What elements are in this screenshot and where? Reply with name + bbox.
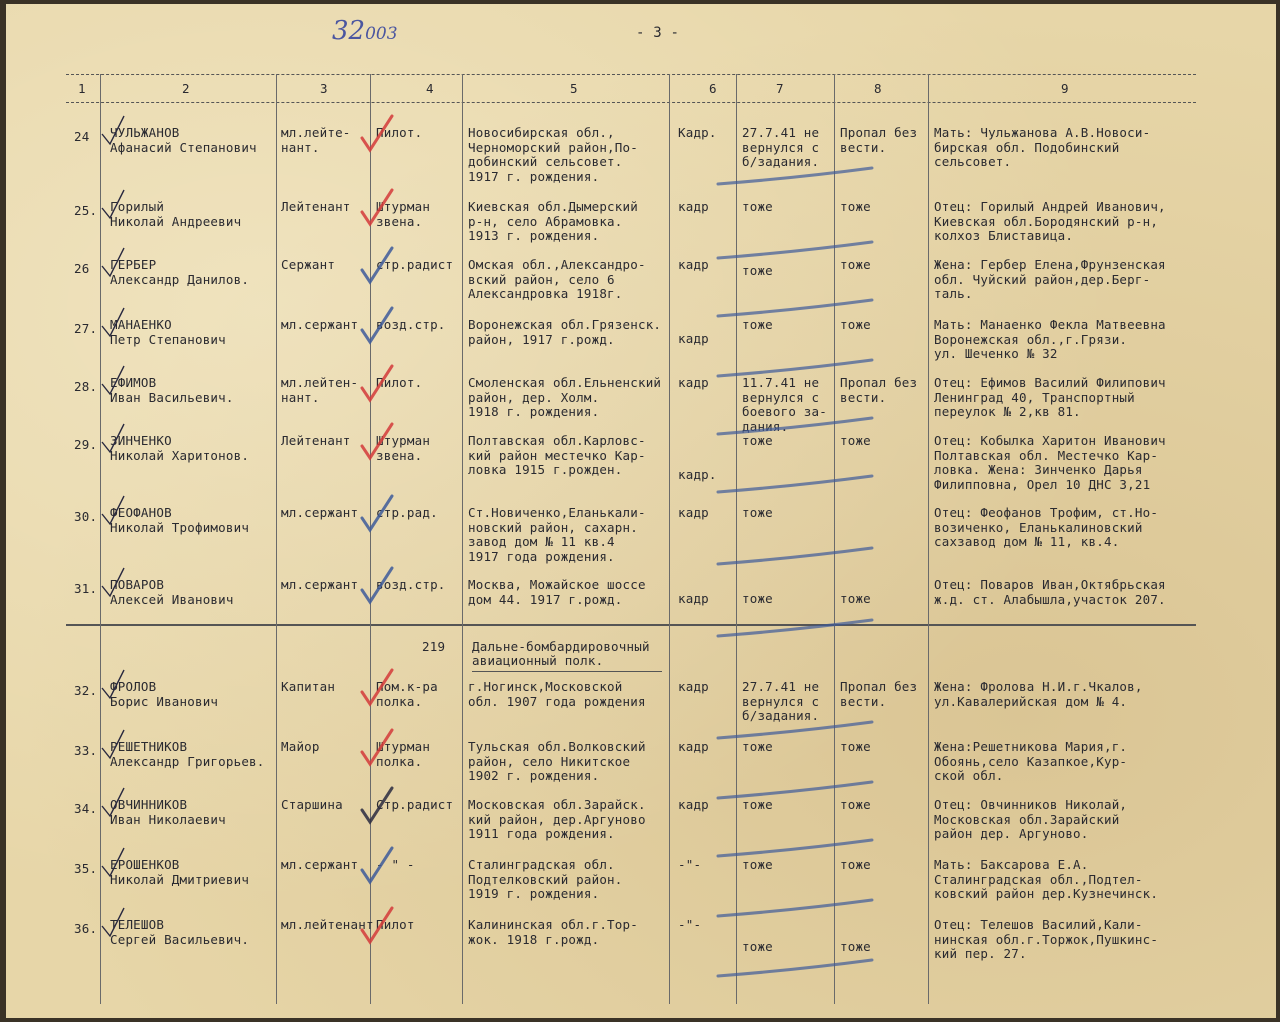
check-mark-icon bbox=[362, 496, 392, 530]
cell-status: тоже bbox=[840, 433, 871, 448]
column-number: 7 bbox=[776, 81, 784, 96]
cell-name: ЕФИМОВ Иван Васильевич. bbox=[110, 375, 234, 405]
cell-rank: Капитан bbox=[281, 679, 336, 694]
cell-kin: Жена: Гербер Елена,Фрунзенская обл. Чуйский район,дер.Берг- таль. bbox=[934, 257, 1166, 301]
cell-rank: мл.сержант bbox=[281, 505, 359, 520]
cell-date: 27.7.41 не вернулся с б/задания. bbox=[742, 125, 820, 169]
cell-date: тоже bbox=[742, 857, 773, 872]
check-mark-icon bbox=[102, 116, 124, 144]
cell-date: тоже bbox=[742, 505, 773, 520]
cell-kadr: кадр bbox=[678, 331, 709, 346]
cell-post: Пом.к-ра полка. bbox=[376, 679, 438, 709]
cell-rank: Лейтенант bbox=[281, 433, 351, 448]
cell-date: тоже bbox=[742, 797, 773, 812]
cell-date: тоже bbox=[742, 939, 773, 954]
cell-origin: Калининская обл.г.Тор- жок. 1918 г.рожд. bbox=[468, 917, 638, 947]
column-number: 6 bbox=[709, 81, 717, 96]
cell-date: тоже bbox=[742, 591, 773, 606]
cell-name: ОВЧИННИКОВ Иван Николаевич bbox=[110, 797, 226, 827]
check-mark-icon bbox=[362, 908, 392, 942]
section-title-line2: авиационный полк. bbox=[472, 654, 662, 672]
check-mark-icon bbox=[362, 730, 392, 764]
strike-line bbox=[718, 620, 872, 636]
strike-line bbox=[718, 300, 872, 316]
cell-kin: Отец: Кобылка Харитон Иванович Полтавская обл. Местечко Кар- ловка. Жена: Зинченко Дарья Филипповна, Орел 10 ДНС 3,21 bbox=[934, 433, 1166, 492]
cell-status: тоже bbox=[840, 739, 871, 754]
strike-line bbox=[718, 476, 872, 492]
cell-status: тоже bbox=[840, 199, 871, 214]
cell-kin: Отец: Горилый Андрей Иванович, Киевская обл.Бородянский р-н, колхоз Блиставица. bbox=[934, 199, 1166, 243]
cell-post: стр.радист bbox=[376, 257, 454, 272]
cell-status: Пропал без вести. bbox=[840, 679, 918, 709]
section-unit-number: 219 bbox=[422, 639, 446, 654]
cell-name: РЕШЕТНИКОВ Александр Григорьев. bbox=[110, 739, 265, 769]
cell-kin: Мать: Манаенко Фекла Матвеевна Воронежская обл.,г.Грязи. ул. Шеченко № 32 bbox=[934, 317, 1166, 361]
cell-status: тоже bbox=[840, 591, 871, 606]
strike-line bbox=[718, 722, 872, 738]
cell-kadr: кадр bbox=[678, 739, 709, 754]
column-number: 5 bbox=[570, 81, 578, 96]
cell-date: тоже bbox=[742, 433, 773, 448]
strike-line bbox=[718, 840, 872, 856]
check-mark-icon bbox=[362, 308, 392, 342]
cell-post: возд.стр. bbox=[376, 317, 446, 332]
cell-no: 29. bbox=[74, 437, 98, 452]
check-mark-icon bbox=[362, 670, 392, 704]
cell-kadr: Кадр. bbox=[678, 125, 717, 140]
cell-status: тоже bbox=[840, 857, 871, 872]
cell-no: 24 bbox=[74, 129, 90, 144]
check-mark-icon bbox=[362, 424, 392, 458]
check-mark-icon bbox=[102, 366, 124, 394]
check-mark-icon bbox=[362, 366, 392, 400]
cell-name: МАНАЕНКО Петр Степанович bbox=[110, 317, 226, 347]
cell-post: стр.рад. bbox=[376, 505, 438, 520]
check-mark-icon bbox=[362, 568, 392, 602]
cell-origin: Воронежская обл.Грязенск. район, 1917 г.рожд. bbox=[468, 317, 662, 347]
cell-kadr: кадр bbox=[678, 679, 709, 694]
cell-kadr: кадр bbox=[678, 591, 709, 606]
cell-rank: мл.сержант bbox=[281, 317, 359, 332]
strike-line bbox=[718, 242, 872, 258]
cell-kadr: кадр bbox=[678, 375, 709, 390]
cell-name: ФРОЛОВ Борис Иванович bbox=[110, 679, 219, 709]
cell-name: Горилый Николай Андреевич bbox=[110, 199, 242, 229]
check-mark-icon bbox=[102, 568, 124, 596]
cell-no: 30. bbox=[74, 509, 98, 524]
cell-rank: Лейтенант bbox=[281, 199, 351, 214]
cell-kin: Отец: Овчинников Николай, Московская обл.Зарайский район дер. Аргуново. bbox=[934, 797, 1128, 841]
archive-stamp: 32003 bbox=[332, 16, 398, 46]
cell-name: ЕРОШЕНКОВ Николай Дмитриевич bbox=[110, 857, 250, 887]
check-mark-icon bbox=[102, 424, 124, 452]
check-mark-icon bbox=[102, 190, 124, 218]
check-mark-icon bbox=[362, 848, 392, 882]
pencil-marks bbox=[6, 4, 1276, 1018]
check-mark-icon bbox=[102, 788, 124, 816]
cell-kadr: -"- bbox=[678, 857, 702, 872]
cell-date: 11.7.41 не вернулся с боевого за- дания. bbox=[742, 375, 827, 434]
cell-post: Стр.радист bbox=[376, 797, 454, 812]
strike-line bbox=[718, 418, 872, 434]
check-mark-icon bbox=[102, 908, 124, 936]
cell-origin: Московская обл.Зарайск. кий район, дер.Аргуново 1911 года рождения. bbox=[468, 797, 646, 841]
cell-origin: Новосибирская обл., Черноморский район,По- добинский сельсовет. 1917 г. рождения. bbox=[468, 125, 638, 184]
cell-date: тоже bbox=[742, 317, 773, 332]
cell-kadr: -"- bbox=[678, 917, 702, 932]
cell-post: Пилот. bbox=[376, 375, 423, 390]
cell-kadr: кадр bbox=[678, 199, 709, 214]
strike-line bbox=[718, 900, 872, 916]
cell-kadr: кадр bbox=[678, 505, 709, 520]
column-number: 1 bbox=[78, 81, 86, 96]
cell-kin: Отец: Ефимов Василий Филипович Ленинград 40, Транспортный переулок № 2,кв 81. bbox=[934, 375, 1166, 419]
cell-date: тоже bbox=[742, 739, 773, 754]
cell-origin: Полтавская обл.Карловс- кий район местечко Кар- ловка 1915 г.рожден. bbox=[468, 433, 646, 477]
cell-status: тоже bbox=[840, 317, 871, 332]
cell-no: 26 bbox=[74, 261, 90, 276]
cell-origin: Киевская обл.Дымерский р-н, село Абрамовка. 1913 г. рождения. bbox=[468, 199, 638, 243]
cell-kin: Мать: Чульжанова А.В.Новоси- бирская обл. Подобинский сельсовет. bbox=[934, 125, 1151, 169]
check-mark-icon bbox=[362, 190, 392, 224]
cell-post: Пилот. bbox=[376, 125, 423, 140]
check-mark-icon bbox=[102, 848, 124, 876]
cell-no: 27. bbox=[74, 321, 98, 336]
document-page bbox=[6, 4, 1276, 1018]
cell-kin: Жена:Решетникова Мария,г. Обоянь,село Казапкое,Кур- ской обл. bbox=[934, 739, 1128, 783]
cell-status: Пропал без вести. bbox=[840, 125, 918, 155]
cell-name: ФЕОФАНОВ Николай Трофимович bbox=[110, 505, 250, 535]
cell-post: возд.стр. bbox=[376, 577, 446, 592]
cell-post: Пилот bbox=[376, 917, 415, 932]
cell-no: 28. bbox=[74, 379, 98, 394]
cell-no: 35. bbox=[74, 861, 98, 876]
cell-no: 36. bbox=[74, 921, 98, 936]
column-number: 9 bbox=[1061, 81, 1069, 96]
strike-line bbox=[718, 168, 872, 184]
cell-origin: Ст.Новиченко,Еланькали- новский район, сахарн. завод дом № 11 кв.4 1917 года рождения. bbox=[468, 505, 646, 564]
cell-kin: Мать: Баксарова Е.А. Сталинградская обл.,Подтел- ковский район дер.Кузнечинск. bbox=[934, 857, 1159, 901]
cell-status: тоже bbox=[840, 939, 871, 954]
cell-rank: Сержант bbox=[281, 257, 336, 272]
check-mark-icon bbox=[102, 248, 124, 276]
cell-name: ПОВАРОВ Алексей Иванович bbox=[110, 577, 234, 607]
cell-rank: Старшина bbox=[281, 797, 343, 812]
cell-rank: Майор bbox=[281, 739, 320, 754]
cell-kadr: кадр bbox=[678, 797, 709, 812]
cell-rank: мл.сержант bbox=[281, 577, 359, 592]
page-number: - 3 - bbox=[636, 25, 680, 41]
cell-no: 33. bbox=[74, 743, 98, 758]
cell-kin: Жена: Фролова Н.И.г.Чкалов, ул.Кавалерийская дом № 4. bbox=[934, 679, 1143, 709]
check-mark-icon bbox=[102, 670, 124, 698]
cell-name: ГЕРБЕР Александр Данилов. bbox=[110, 257, 250, 287]
cell-name: ТЕЛЕШОВ Сергей Васильевич. bbox=[110, 917, 250, 947]
column-number: 4 bbox=[426, 81, 434, 96]
cell-origin: Тульская обл.Волковский район, село Никитское 1902 г. рождения. bbox=[468, 739, 646, 783]
cell-post: Штурман полка. bbox=[376, 739, 431, 769]
check-mark-icon bbox=[102, 496, 124, 524]
cell-origin: Смоленская обл.Ельненский район, дер. Холм. 1918 г. рождения. bbox=[468, 375, 662, 419]
column-number: 8 bbox=[874, 81, 882, 96]
cell-date: тоже bbox=[742, 199, 773, 214]
cell-status: тоже bbox=[840, 797, 871, 812]
strike-line bbox=[718, 960, 872, 976]
cell-origin: Сталинградская обл. Подтелковский район. 1919 г. рождения. bbox=[468, 857, 623, 901]
cell-no: 32. bbox=[74, 683, 98, 698]
column-number: 2 bbox=[182, 81, 190, 96]
cell-rank: мл.лейте- нант. bbox=[281, 125, 351, 155]
check-mark-icon bbox=[362, 116, 392, 150]
cell-post: Штурман звена. bbox=[376, 199, 431, 229]
check-mark-icon bbox=[362, 788, 392, 822]
section-title-line1: Дальне-бомбардировочный bbox=[472, 639, 650, 654]
cell-origin: Омская обл.,Александро- вский район, село 6 Александровка 1918г. bbox=[468, 257, 646, 301]
cell-kadr: кадр. bbox=[678, 467, 717, 482]
cell-kin: Отец: Поваров Иван,Октябрьская ж.д. ст. Алабышла,участок 207. bbox=[934, 577, 1166, 607]
cell-status: тоже bbox=[840, 257, 871, 272]
strike-line bbox=[718, 782, 872, 798]
strike-line bbox=[718, 548, 872, 564]
cell-name: ЗИНЧЕНКО Николай Харитонов. bbox=[110, 433, 250, 463]
cell-post: - " - bbox=[376, 857, 415, 872]
column-number: 3 bbox=[320, 81, 328, 96]
cell-kadr: кадр bbox=[678, 257, 709, 272]
cell-post: Штурман звена. bbox=[376, 433, 431, 463]
cell-date: 27.7.41 не вернулся с б/задания. bbox=[742, 679, 820, 723]
strike-line bbox=[718, 360, 872, 376]
cell-origin: Москва, Можайское шоссе дом 44. 1917 г.рожд. bbox=[468, 577, 646, 607]
cell-origin: г.Ногинск,Московской обл. 1907 года рождения bbox=[468, 679, 646, 709]
cell-rank: мл.лейтен- нант. bbox=[281, 375, 359, 405]
cell-rank: мл.лейтенант bbox=[281, 917, 374, 932]
check-mark-icon bbox=[102, 308, 124, 336]
check-mark-icon bbox=[102, 730, 124, 758]
cell-status: Пропал без вести. bbox=[840, 375, 918, 405]
check-mark-icon bbox=[362, 248, 392, 282]
cell-name: ЧУЛЬЖАНОВ Афанасий Степанович bbox=[110, 125, 257, 155]
cell-kin: Отец: Телешов Василий,Кали- нинская обл.г.Торжок,Пушкинс- кий пер. 27. bbox=[934, 917, 1159, 961]
cell-no: 34. bbox=[74, 801, 98, 816]
cell-kin: Отец: Феофанов Трофим, ст.Но- возиченко, Еланькалиновский сахзавод дом № 11, кв.4. bbox=[934, 505, 1159, 549]
cell-no: 25. bbox=[74, 203, 98, 218]
cell-date: тоже bbox=[742, 263, 773, 278]
cell-no: 31. bbox=[74, 581, 98, 596]
cell-rank: мл.сержант bbox=[281, 857, 359, 872]
